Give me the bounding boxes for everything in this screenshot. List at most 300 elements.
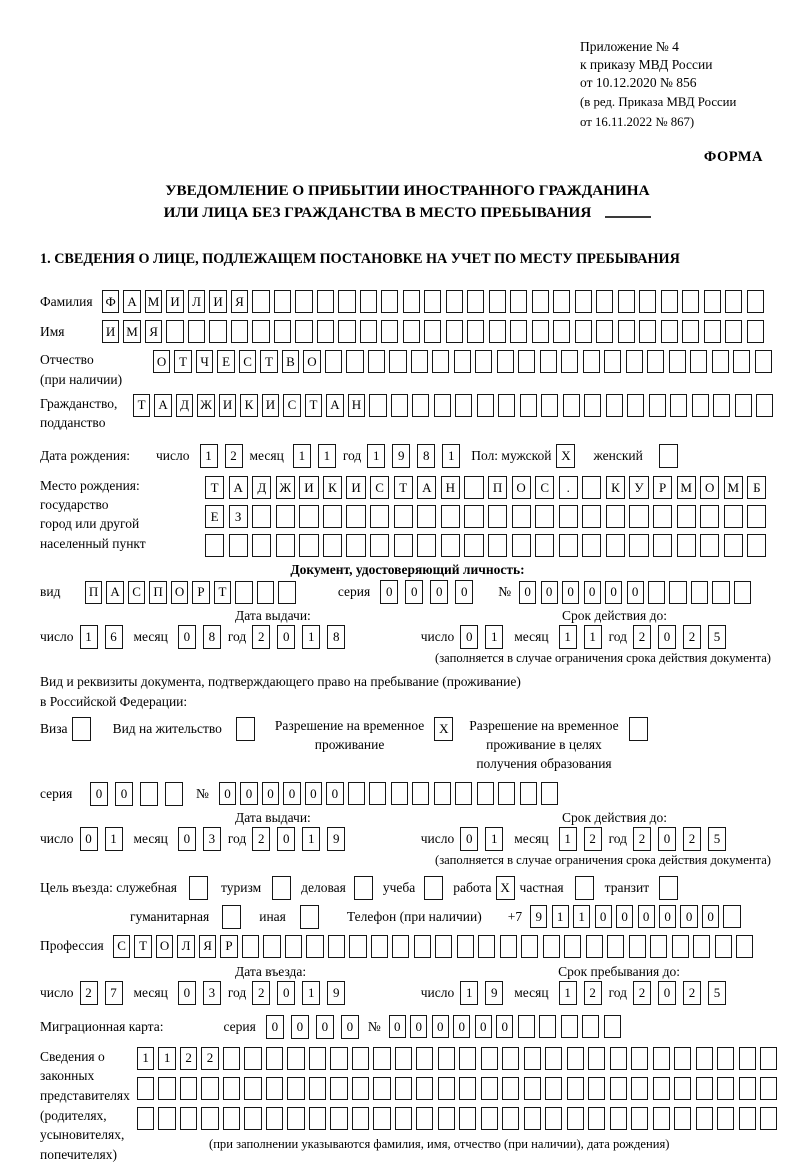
char-cell[interactable]	[370, 534, 389, 557]
char-cell[interactable]	[137, 1107, 154, 1130]
char-cell[interactable]: П	[149, 581, 166, 604]
char-cell[interactable]: 0	[541, 581, 558, 604]
char-cell[interactable]: 1	[485, 625, 503, 649]
char-cell[interactable]	[276, 505, 295, 528]
char-cell[interactable]	[541, 394, 558, 417]
char-cell[interactable]: Ж	[197, 394, 214, 417]
char-cell[interactable]	[650, 935, 667, 958]
char-cell[interactable]	[532, 290, 549, 313]
char-cell[interactable]: 2	[252, 827, 270, 851]
char-cell[interactable]	[140, 782, 158, 806]
char-cell[interactable]: С	[128, 581, 145, 604]
char-cell[interactable]	[545, 1107, 562, 1130]
char-cell[interactable]: 9	[392, 444, 410, 468]
char-cell[interactable]	[582, 1015, 599, 1038]
char-cell[interactable]	[446, 320, 463, 343]
char-cell[interactable]: А	[123, 290, 140, 313]
char-cell[interactable]	[629, 534, 648, 557]
char-cell[interactable]: 0	[658, 827, 676, 851]
stay-month-input[interactable]	[559, 981, 609, 1005]
char-cell[interactable]	[677, 534, 696, 557]
char-cell[interactable]	[467, 320, 484, 343]
char-cell[interactable]	[369, 394, 386, 417]
char-cell[interactable]	[704, 320, 721, 343]
char-cell[interactable]	[674, 1047, 691, 1070]
char-cell[interactable]	[518, 350, 535, 373]
purpose-other-checkbox[interactable]	[300, 905, 319, 929]
char-cell[interactable]	[475, 350, 492, 373]
char-cell[interactable]	[725, 320, 742, 343]
char-cell[interactable]: 0	[262, 782, 279, 805]
char-cell[interactable]: А	[229, 476, 248, 499]
char-cell[interactable]	[596, 290, 613, 313]
id-valid-year-input[interactable]	[633, 625, 733, 649]
birthplace-row2-input[interactable]	[205, 505, 771, 528]
char-cell[interactable]	[285, 935, 302, 958]
char-cell[interactable]: 2	[683, 827, 701, 851]
char-cell[interactable]	[330, 1107, 347, 1130]
char-cell[interactable]: М	[123, 320, 140, 343]
char-cell[interactable]	[725, 290, 742, 313]
char-cell[interactable]: Ф	[102, 290, 119, 313]
char-cell[interactable]: 0	[266, 1015, 284, 1039]
char-cell[interactable]	[330, 1077, 347, 1100]
char-cell[interactable]: 2	[683, 981, 701, 1005]
char-cell[interactable]	[692, 394, 709, 417]
purpose-work-checkbox[interactable]	[496, 876, 515, 900]
char-cell[interactable]	[588, 1077, 605, 1100]
migration-number-input[interactable]	[389, 1015, 625, 1038]
char-cell[interactable]: 1	[559, 827, 577, 851]
char-cell[interactable]	[391, 394, 408, 417]
char-cell[interactable]: 0	[453, 1015, 470, 1038]
char-cell[interactable]: 0	[389, 1015, 406, 1038]
representatives-row1-input[interactable]	[137, 1047, 782, 1070]
stay-year-input[interactable]	[633, 981, 733, 1005]
id-valid-day-input[interactable]	[460, 625, 510, 649]
char-cell[interactable]	[394, 505, 413, 528]
char-cell[interactable]: 0	[341, 1015, 359, 1039]
char-cell[interactable]: Т	[205, 476, 224, 499]
char-cell[interactable]	[438, 1077, 455, 1100]
char-cell[interactable]: 0	[240, 782, 257, 805]
char-cell[interactable]	[724, 534, 743, 557]
char-cell[interactable]: Л	[188, 290, 205, 313]
char-cell[interactable]	[677, 505, 696, 528]
char-cell[interactable]	[467, 290, 484, 313]
char-cell[interactable]	[696, 1107, 713, 1130]
char-cell[interactable]: 0	[460, 625, 478, 649]
char-cell[interactable]: .	[559, 476, 578, 499]
char-cell[interactable]: И	[219, 394, 236, 417]
char-cell[interactable]	[317, 290, 334, 313]
permit-valid-month-input[interactable]	[559, 827, 609, 851]
char-cell[interactable]	[209, 320, 226, 343]
purpose-humanitarian-checkbox[interactable]	[222, 905, 241, 929]
char-cell[interactable]: И	[299, 476, 318, 499]
char-cell[interactable]: 0	[455, 580, 473, 604]
char-cell[interactable]	[348, 782, 365, 805]
migration-series-input[interactable]	[266, 1015, 366, 1039]
id-issue-month-input[interactable]	[178, 625, 228, 649]
patronymic-input[interactable]	[153, 350, 776, 373]
char-cell[interactable]: 0	[277, 625, 295, 649]
char-cell[interactable]: В	[282, 350, 299, 373]
char-cell[interactable]	[438, 1107, 455, 1130]
char-cell[interactable]: 1	[105, 827, 123, 851]
char-cell[interactable]	[659, 876, 678, 900]
char-cell[interactable]: 2	[584, 981, 602, 1005]
entry-day-input[interactable]	[80, 981, 130, 1005]
char-cell[interactable]: 1	[158, 1047, 175, 1070]
char-cell[interactable]: 9	[327, 981, 345, 1005]
char-cell[interactable]: 7	[105, 981, 123, 1005]
birth-month-input[interactable]	[293, 444, 343, 468]
char-cell[interactable]	[674, 1077, 691, 1100]
char-cell[interactable]	[661, 320, 678, 343]
char-cell[interactable]: 1	[80, 625, 98, 649]
char-cell[interactable]	[252, 505, 271, 528]
char-cell[interactable]	[553, 320, 570, 343]
char-cell[interactable]: И	[166, 290, 183, 313]
char-cell[interactable]	[512, 534, 531, 557]
char-cell[interactable]: Ж	[276, 476, 295, 499]
char-cell[interactable]: 0	[430, 580, 448, 604]
char-cell[interactable]	[424, 876, 443, 900]
char-cell[interactable]	[639, 290, 656, 313]
char-cell[interactable]	[416, 1077, 433, 1100]
char-cell[interactable]	[432, 350, 449, 373]
char-cell[interactable]: М	[677, 476, 696, 499]
char-cell[interactable]: 0	[519, 581, 536, 604]
char-cell[interactable]	[403, 290, 420, 313]
char-cell[interactable]: 2	[225, 444, 243, 468]
char-cell[interactable]: 0	[638, 905, 655, 928]
char-cell[interactable]	[586, 935, 603, 958]
char-cell[interactable]	[235, 581, 252, 604]
char-cell[interactable]	[266, 1107, 283, 1130]
char-cell[interactable]	[588, 1107, 605, 1130]
char-cell[interactable]	[631, 1047, 648, 1070]
char-cell[interactable]: К	[240, 394, 257, 417]
representatives-row2-input[interactable]	[137, 1077, 782, 1100]
char-cell[interactable]	[309, 1047, 326, 1070]
birth-day-input[interactable]	[200, 444, 250, 468]
char-cell[interactable]: 2	[633, 981, 651, 1005]
char-cell[interactable]	[223, 1107, 240, 1130]
char-cell[interactable]	[478, 935, 495, 958]
char-cell[interactable]: 1	[485, 827, 503, 851]
char-cell[interactable]: О	[303, 350, 320, 373]
char-cell[interactable]	[604, 350, 621, 373]
char-cell[interactable]: 0	[277, 827, 295, 851]
char-cell[interactable]: К	[323, 476, 342, 499]
char-cell[interactable]	[510, 290, 527, 313]
char-cell[interactable]	[521, 935, 538, 958]
char-cell[interactable]	[756, 394, 773, 417]
char-cell[interactable]	[629, 717, 648, 741]
char-cell[interactable]	[395, 1107, 412, 1130]
char-cell[interactable]	[510, 320, 527, 343]
char-cell[interactable]	[346, 534, 365, 557]
char-cell[interactable]	[739, 1047, 756, 1070]
char-cell[interactable]: 0	[80, 827, 98, 851]
char-cell[interactable]	[381, 320, 398, 343]
char-cell[interactable]	[274, 320, 291, 343]
id-valid-month-input[interactable]	[559, 625, 609, 649]
char-cell[interactable]: 2	[584, 827, 602, 851]
char-cell[interactable]	[464, 534, 483, 557]
char-cell[interactable]	[274, 290, 291, 313]
char-cell[interactable]: 2	[683, 625, 701, 649]
char-cell[interactable]: У	[629, 476, 648, 499]
char-cell[interactable]	[669, 581, 686, 604]
char-cell[interactable]: 2	[633, 625, 651, 649]
char-cell[interactable]	[693, 935, 710, 958]
char-cell[interactable]	[606, 394, 623, 417]
char-cell[interactable]	[346, 505, 365, 528]
char-cell[interactable]	[520, 394, 537, 417]
entry-year-input[interactable]	[252, 981, 352, 1005]
char-cell[interactable]: С	[239, 350, 256, 373]
char-cell[interactable]	[564, 935, 581, 958]
char-cell[interactable]	[416, 1107, 433, 1130]
char-cell[interactable]	[223, 1077, 240, 1100]
char-cell[interactable]	[455, 782, 472, 805]
char-cell[interactable]	[287, 1107, 304, 1130]
permit-issue-month-input[interactable]	[178, 827, 228, 851]
char-cell[interactable]	[459, 1047, 476, 1070]
phone-input[interactable]	[530, 905, 745, 928]
purpose-official-checkbox[interactable]	[189, 876, 208, 900]
char-cell[interactable]	[672, 935, 689, 958]
char-cell[interactable]	[371, 935, 388, 958]
char-cell[interactable]: 0	[702, 905, 719, 928]
char-cell[interactable]	[618, 320, 635, 343]
char-cell[interactable]	[252, 534, 271, 557]
char-cell[interactable]: 0	[283, 782, 300, 805]
char-cell[interactable]: А	[326, 394, 343, 417]
char-cell[interactable]	[755, 350, 772, 373]
char-cell[interactable]	[582, 476, 601, 499]
temp-edu-permit-checkbox[interactable]	[629, 717, 648, 741]
char-cell[interactable]	[497, 350, 514, 373]
profession-input[interactable]	[113, 935, 758, 958]
char-cell[interactable]: Я	[145, 320, 162, 343]
char-cell[interactable]	[604, 1015, 621, 1038]
char-cell[interactable]	[649, 394, 666, 417]
given-name-input[interactable]	[102, 320, 768, 343]
char-cell[interactable]: 2	[252, 981, 270, 1005]
char-cell[interactable]: К	[606, 476, 625, 499]
char-cell[interactable]: Т	[394, 476, 413, 499]
permit-series-input[interactable]	[90, 782, 190, 806]
char-cell[interactable]: А	[106, 581, 123, 604]
char-cell[interactable]	[266, 1077, 283, 1100]
char-cell[interactable]: 1	[584, 625, 602, 649]
char-cell[interactable]	[257, 581, 274, 604]
char-cell[interactable]	[488, 534, 507, 557]
char-cell[interactable]: 0	[616, 905, 633, 928]
char-cell[interactable]	[596, 320, 613, 343]
char-cell[interactable]	[712, 581, 729, 604]
char-cell[interactable]: 1	[302, 981, 320, 1005]
char-cell[interactable]: 3	[203, 827, 221, 851]
char-cell[interactable]: 1	[559, 625, 577, 649]
char-cell[interactable]: Т	[214, 581, 231, 604]
char-cell[interactable]	[416, 1047, 433, 1070]
char-cell[interactable]	[477, 782, 494, 805]
char-cell[interactable]	[323, 534, 342, 557]
char-cell[interactable]	[381, 290, 398, 313]
birthplace-row1-input[interactable]	[205, 476, 771, 499]
char-cell[interactable]: Н	[348, 394, 365, 417]
char-cell[interactable]	[481, 1077, 498, 1100]
char-cell[interactable]	[441, 505, 460, 528]
char-cell[interactable]: Д	[252, 476, 271, 499]
char-cell[interactable]	[674, 1107, 691, 1130]
char-cell[interactable]	[717, 1107, 734, 1130]
char-cell[interactable]	[659, 444, 678, 468]
char-cell[interactable]	[352, 1107, 369, 1130]
char-cell[interactable]: 0	[380, 580, 398, 604]
char-cell[interactable]	[691, 581, 708, 604]
char-cell[interactable]: 1	[200, 444, 218, 468]
char-cell[interactable]: 1	[318, 444, 336, 468]
char-cell[interactable]: X	[556, 444, 575, 468]
char-cell[interactable]	[498, 394, 515, 417]
char-cell[interactable]: 0	[178, 625, 196, 649]
char-cell[interactable]: X	[434, 717, 453, 741]
char-cell[interactable]: С	[535, 476, 554, 499]
char-cell[interactable]	[582, 505, 601, 528]
char-cell[interactable]	[481, 1107, 498, 1130]
char-cell[interactable]: 0	[432, 1015, 449, 1038]
char-cell[interactable]	[373, 1077, 390, 1100]
char-cell[interactable]	[682, 290, 699, 313]
char-cell[interactable]: 5	[708, 827, 726, 851]
char-cell[interactable]	[524, 1077, 541, 1100]
char-cell[interactable]	[391, 782, 408, 805]
char-cell[interactable]: Р	[192, 581, 209, 604]
char-cell[interactable]	[434, 394, 451, 417]
char-cell[interactable]	[588, 1047, 605, 1070]
char-cell[interactable]	[201, 1107, 218, 1130]
char-cell[interactable]	[690, 350, 707, 373]
char-cell[interactable]	[459, 1107, 476, 1130]
char-cell[interactable]	[189, 876, 208, 900]
permit-valid-day-input[interactable]	[460, 827, 510, 851]
char-cell[interactable]: 6	[105, 625, 123, 649]
char-cell[interactable]	[559, 505, 578, 528]
entry-month-input[interactable]	[178, 981, 228, 1005]
char-cell[interactable]	[464, 476, 483, 499]
purpose-transit-checkbox[interactable]	[659, 876, 678, 900]
char-cell[interactable]	[272, 876, 291, 900]
birth-year-input[interactable]	[367, 444, 467, 468]
char-cell[interactable]	[424, 320, 441, 343]
char-cell[interactable]	[629, 935, 646, 958]
char-cell[interactable]	[278, 581, 295, 604]
char-cell[interactable]	[389, 350, 406, 373]
id-issue-day-input[interactable]	[80, 625, 130, 649]
char-cell[interactable]	[606, 505, 625, 528]
char-cell[interactable]: 9	[485, 981, 503, 1005]
char-cell[interactable]	[535, 534, 554, 557]
char-cell[interactable]	[317, 320, 334, 343]
char-cell[interactable]: О	[171, 581, 188, 604]
char-cell[interactable]: 1	[552, 905, 569, 928]
char-cell[interactable]: 3	[203, 981, 221, 1005]
char-cell[interactable]	[244, 1077, 261, 1100]
temp-permit-checkbox[interactable]	[434, 717, 453, 741]
char-cell[interactable]	[299, 534, 318, 557]
char-cell[interactable]	[287, 1047, 304, 1070]
char-cell[interactable]	[446, 290, 463, 313]
char-cell[interactable]	[553, 290, 570, 313]
char-cell[interactable]	[300, 905, 319, 929]
char-cell[interactable]: С	[113, 935, 130, 958]
char-cell[interactable]	[626, 350, 643, 373]
char-cell[interactable]	[360, 290, 377, 313]
char-cell[interactable]: 8	[327, 625, 345, 649]
char-cell[interactable]	[606, 534, 625, 557]
char-cell[interactable]	[700, 505, 719, 528]
char-cell[interactable]: 0	[316, 1015, 334, 1039]
id-doc-type-input[interactable]	[85, 581, 300, 604]
char-cell[interactable]	[653, 534, 672, 557]
char-cell[interactable]	[352, 1047, 369, 1070]
char-cell[interactable]: М	[145, 290, 162, 313]
char-cell[interactable]: 8	[203, 625, 221, 649]
char-cell[interactable]	[747, 534, 766, 557]
char-cell[interactable]	[543, 935, 560, 958]
char-cell[interactable]	[438, 1047, 455, 1070]
char-cell[interactable]	[244, 1107, 261, 1130]
char-cell[interactable]	[545, 1077, 562, 1100]
char-cell[interactable]	[369, 782, 386, 805]
char-cell[interactable]	[717, 1047, 734, 1070]
char-cell[interactable]: 0	[680, 905, 697, 928]
char-cell[interactable]	[502, 1047, 519, 1070]
char-cell[interactable]: 1	[442, 444, 460, 468]
char-cell[interactable]: 0	[475, 1015, 492, 1038]
char-cell[interactable]	[653, 1047, 670, 1070]
char-cell[interactable]	[424, 290, 441, 313]
char-cell[interactable]: Л	[177, 935, 194, 958]
char-cell[interactable]	[395, 1077, 412, 1100]
char-cell[interactable]	[629, 505, 648, 528]
char-cell[interactable]: Ч	[196, 350, 213, 373]
char-cell[interactable]	[412, 782, 429, 805]
char-cell[interactable]	[647, 350, 664, 373]
char-cell[interactable]: 5	[708, 981, 726, 1005]
char-cell[interactable]	[610, 1047, 627, 1070]
char-cell[interactable]	[459, 1077, 476, 1100]
char-cell[interactable]	[724, 505, 743, 528]
char-cell[interactable]: 5	[708, 625, 726, 649]
char-cell[interactable]	[524, 1047, 541, 1070]
char-cell[interactable]: Е	[205, 505, 224, 528]
char-cell[interactable]	[610, 1077, 627, 1100]
char-cell[interactable]: 1	[460, 981, 478, 1005]
char-cell[interactable]	[180, 1107, 197, 1130]
char-cell[interactable]: С	[370, 476, 389, 499]
char-cell[interactable]	[682, 320, 699, 343]
char-cell[interactable]	[502, 1107, 519, 1130]
char-cell[interactable]	[563, 394, 580, 417]
char-cell[interactable]	[489, 320, 506, 343]
